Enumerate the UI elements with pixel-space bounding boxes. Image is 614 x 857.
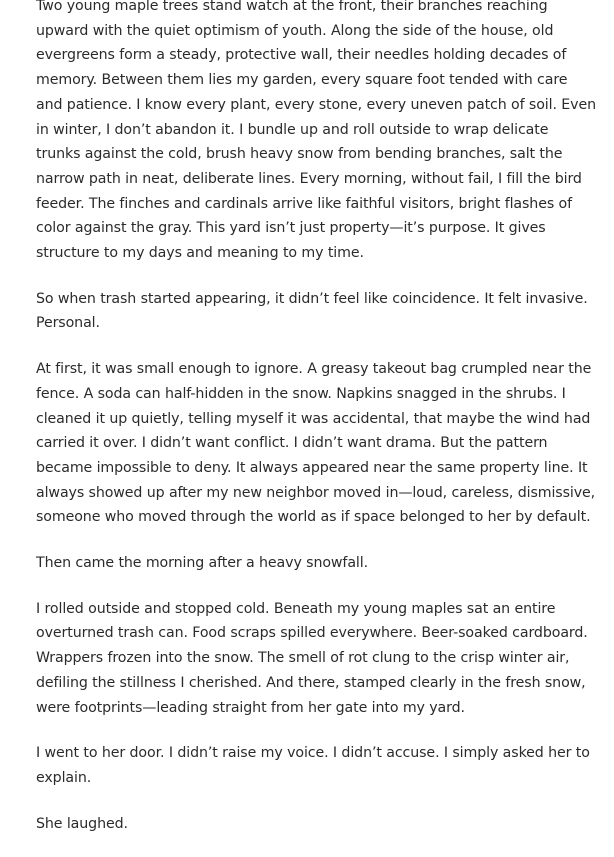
paragraph: She laughed. [36, 815, 128, 832]
article-body [36, 0, 596, 857]
paragraph: I rolled outside and stopped cold. Beneath my young maples sat an entire overturned trash can. Food scraps spilled everywhere. Beer-soaked cardboard. Wrappers frozen into the snow. The smell of rot clung to the crisp winter air, defiling the stillness I cherished. And there, stamped clearly in the fresh snow, were footprints—leading straight from her gate into my yard. [36, 600, 588, 716]
paragraph: Two young maple trees stand watch at the front, their branches reaching upward with the quiet optimism of youth. Along the side of the house, old evergreens form a steady, protective wall, their needles holding decades of memory. Between them lies my garden, every square foot tended with care and patience. I know every plant, every stone, every uneven patch of soil. Even in winter, I don’t abandon it. I bundle up and roll outside to wrap delicate trunks against the cold, brush heavy snow from bending branches, salt the narrow path in neat, deliberate lines. Every morning, without fail, I fill the bird feeder. The finches and cardinals arrive like faithful visitors, bright flashes of color against the gray. This yard isn’t just property—it’s purpose. It gives structure to my days and meaning to my time. [36, 0, 596, 262]
paragraph: So when trash started appearing, it didn’t feel like coincidence. It felt invasive. Personal. [36, 290, 588, 332]
paragraph: Then came the morning after a heavy snowfall. [36, 555, 369, 572]
paragraph: At first, it was small enough to ignore. A greasy takeout bag crumpled near the fence. A soda can half-hidden in the snow. Napkins snagged in the shrubs. I cleaned it up quietly, telling myself it was accidental, that maybe the wind had carried it over. I didn’t want conflict. I didn’t want drama. But the pattern became impossible to deny. It always appeared near the same property line. It always showed up after my new neighbor moved in—loud, careless, dismissive, someone who moved through the world as if space belonged to her by default. [36, 361, 596, 526]
paragraph: I went to her door. I didn’t raise my voice. I didn’t accuse. I simply asked her to explain. [36, 745, 590, 786]
